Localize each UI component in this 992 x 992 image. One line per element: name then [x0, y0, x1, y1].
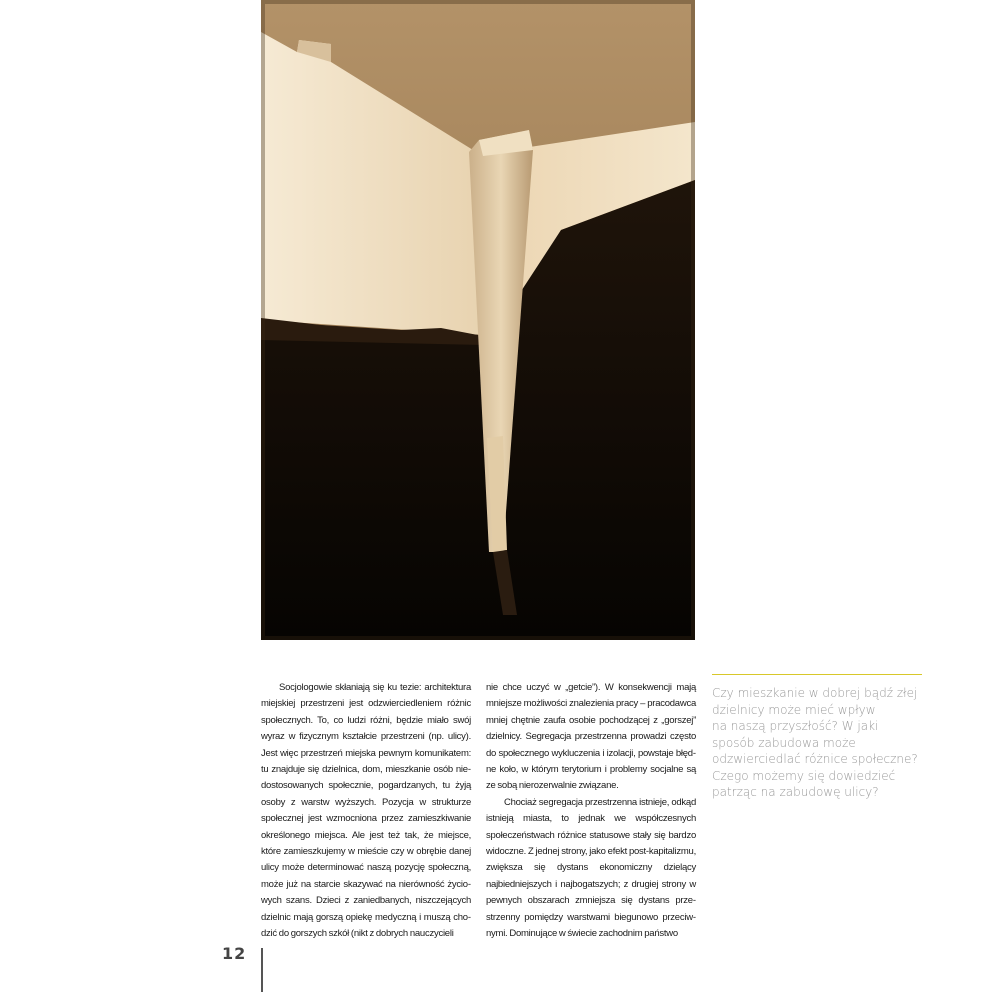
page-number: 12 [222, 944, 247, 963]
sidebar-line: na naszą przyszłość? W jaki [712, 719, 879, 733]
body-column-1 [261, 680, 471, 943]
sidebar-line: Czego możemy się dowiedzieć [712, 768, 896, 783]
sidebar-line: patrząc na zabudowę ulicy? [712, 785, 879, 799]
sidebar-line: Czy mieszkanie w dobrej bądź złej [712, 686, 918, 700]
body-paragraph: Socjologowie skłaniają się ku tezie: architektura miejskiej przestrzeni jest odzwierciedleniem różnic społecznych. To, co ludzi różni, będzie miało swój wyraz w fizycznym kształcie przestrzeni (np. ulicy). Jest więc przestrzeń miejska pewnym komunikatem: tu znajduje się dzielnica, dom, mieszkanie osób niedostosowanych społecznie, pogardzanych, tu żyją osoby z warstw wyższych. Pozycja w strukturze społecznej jest wzmocniona przez zamieszkiwanie określonego miejsca. Ale jest też tak, że miejsce, które zamieszkujemy w mieście czy w obrębie danej ulicy może determinować naszą pozycję społeczną, może już na starcie skazywać na nierówność życiowych szans. Dzieci z zaniedbanych, niszczejących dzielnic mają gorszą opiekę medyczną i muszą chodzić do gorszych szkół (nikt z dobrych nauczycieli [261, 682, 471, 940]
body-column-2 [486, 680, 696, 943]
sidebar-line: sposób zabudowa może [712, 735, 856, 750]
sidebar-pullquote [712, 685, 927, 801]
sidebar-divider [712, 674, 922, 675]
body-paragraph: Chociaż segregacja przestrzenna istnieje, odkąd istnieją miasta, to jednak we współczesnych społeczeństwach różnice statusowe stały się bardzo widoczne. Z jednej strony, jako efekt post-kapitalizmu, zwiększa się dystans ekonomiczny dzielący najbiedniejszych i najbogatszych; z drugiej strony w pewnych obszarach zmniejsza się dystans przestrzenny pomiędzy warstwami biegunowo przeciwnymi. Dominujące w świecie zachodnim państwo [486, 796, 696, 940]
sidebar-line: odzwierciedlać różnice społeczne? [712, 752, 918, 766]
building-photo-icon [261, 0, 695, 640]
building-photo [261, 0, 695, 640]
sidebar-line: dzielnicy może mieć wpływ [712, 702, 876, 717]
page-number-rule [261, 948, 263, 992]
body-paragraph: nie chce uczyć w „getcie”). W konsekwencji mają mniejsze możliwości znalezienia pracy – pracodawca mniej chętnie zaufa osobie pochodzącej z „gorszej” dzielnicy. Segregacja przestrzenna prowadzi często do społecznego wykluczenia i izolacji, powstaje błędne koło, w którym terytorium i problemy socjalne są ze sobą nierozerwalnie związane. [486, 682, 696, 792]
